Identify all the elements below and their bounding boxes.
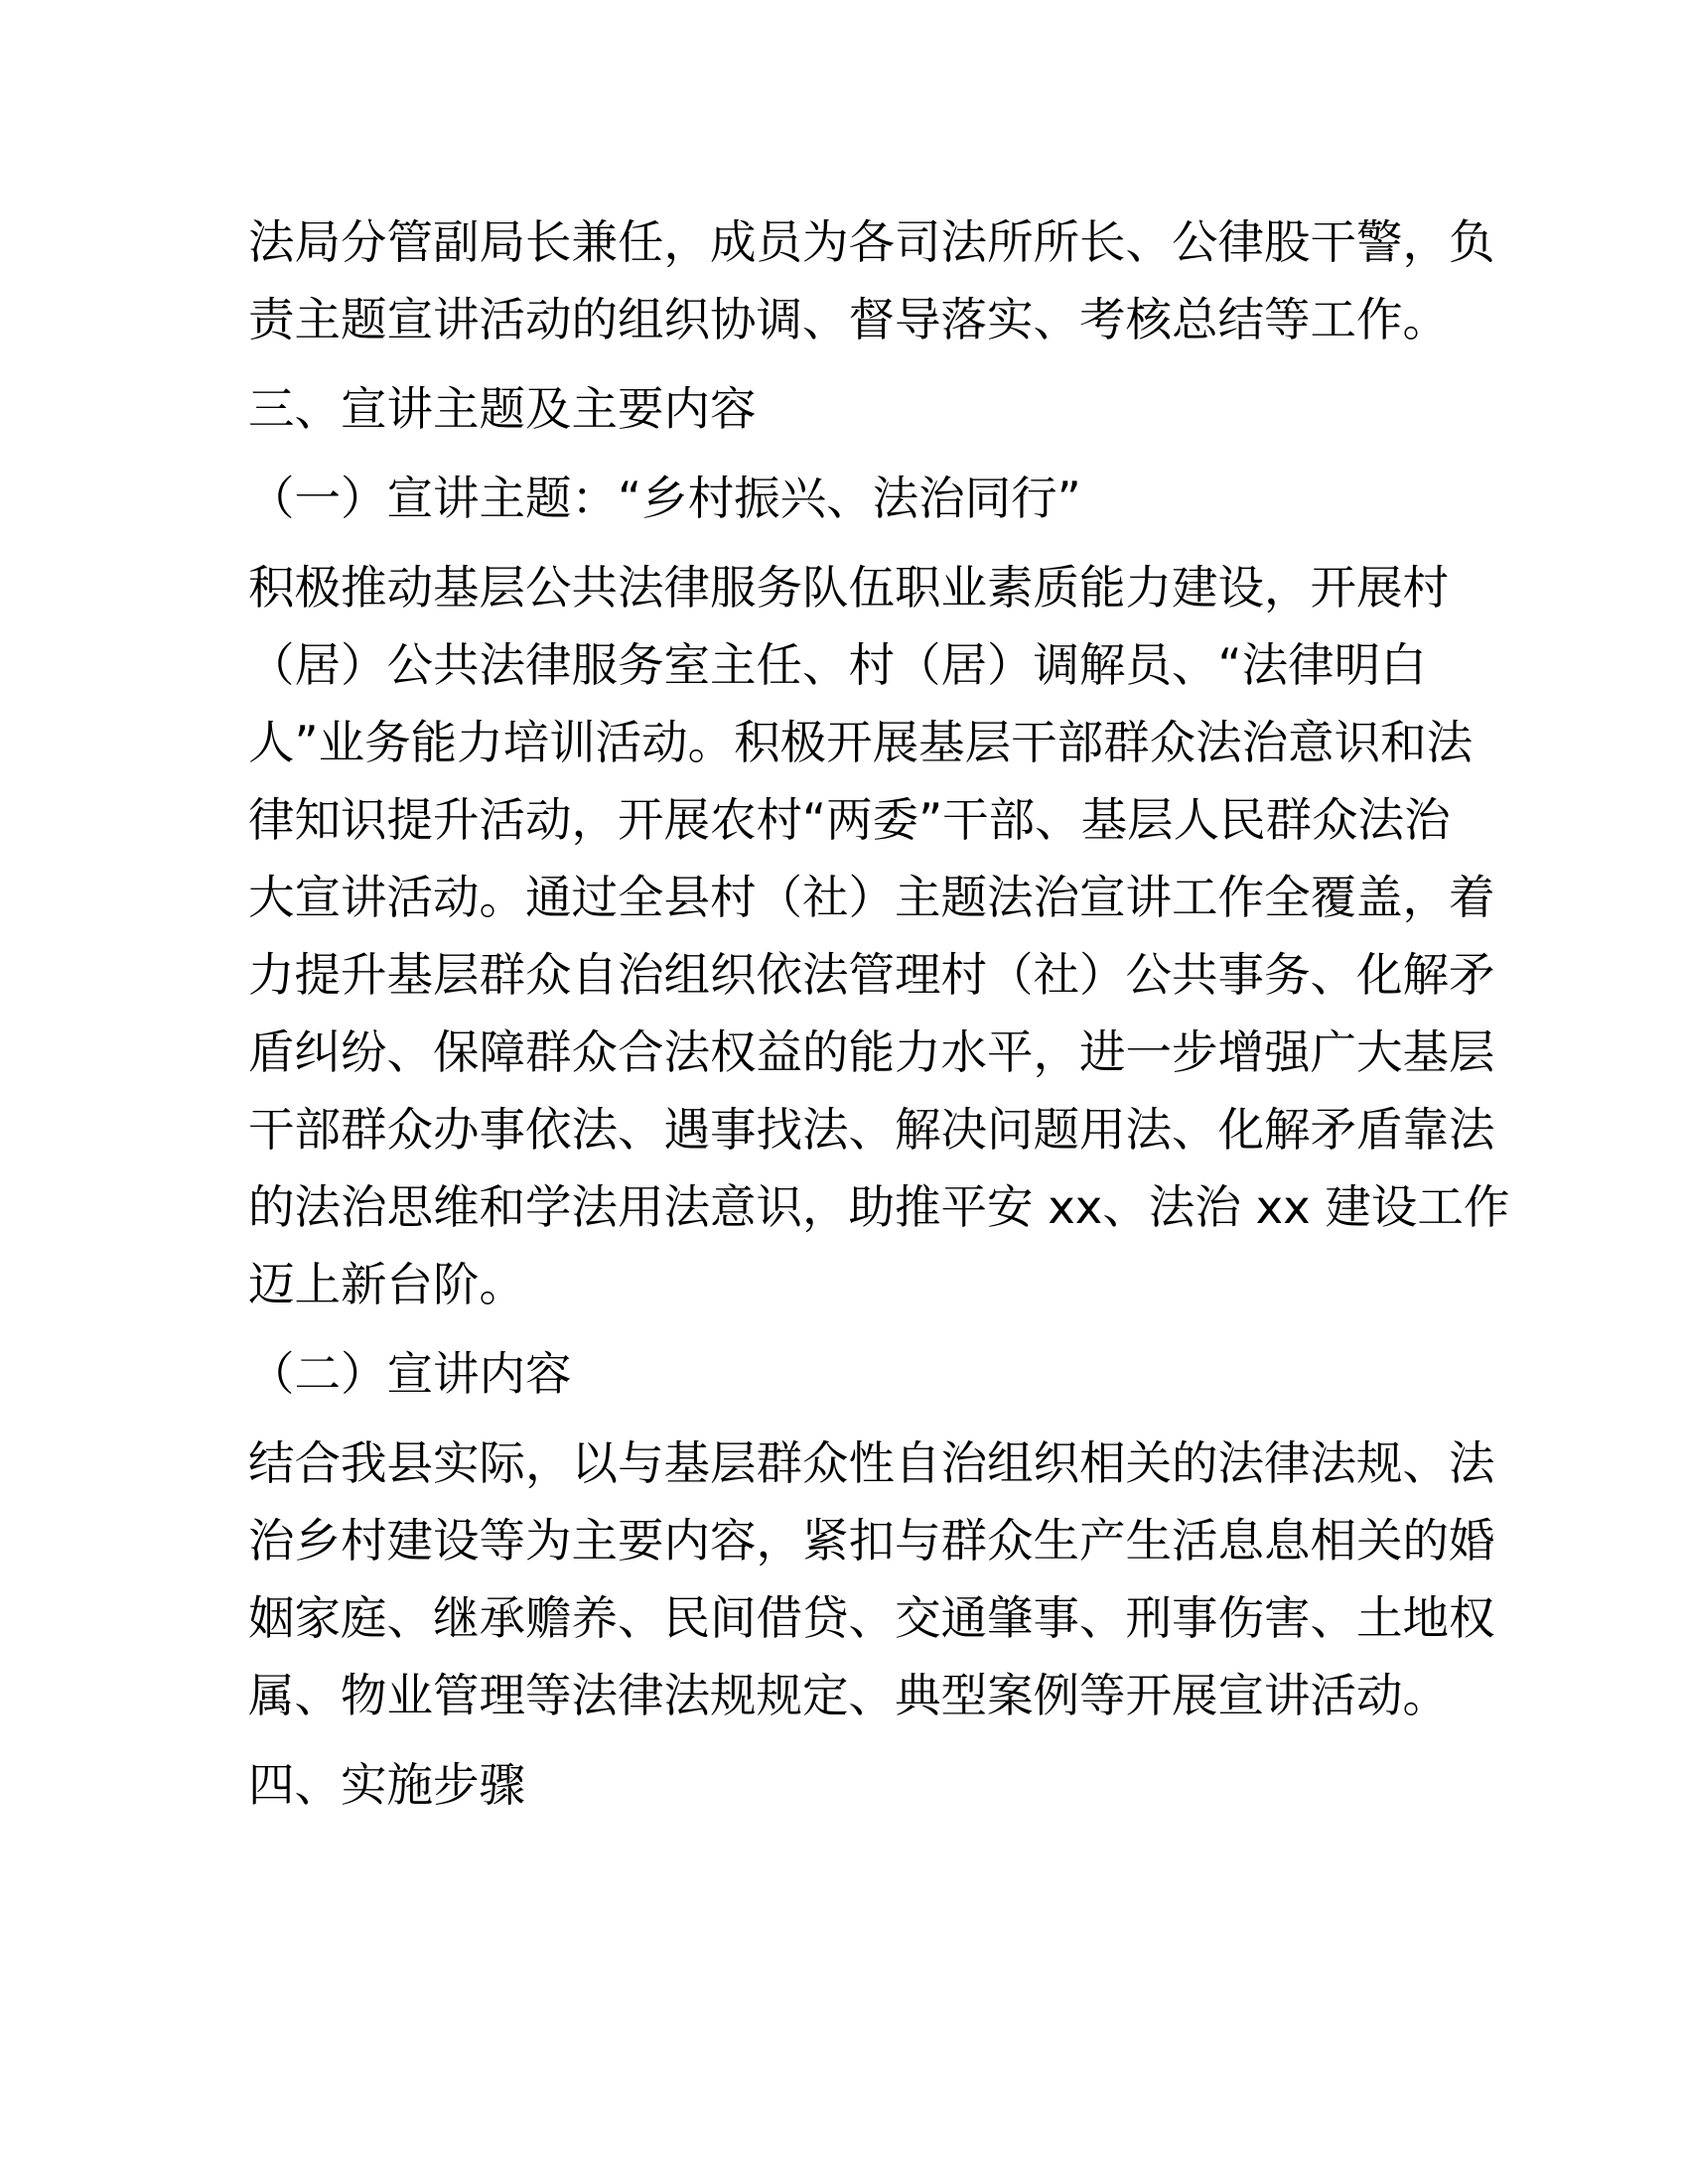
document-page	[248, 204, 1510, 1824]
text-line: 大宣讲活动。通过全县村（社）主题法治宣讲工作全覆盖，着	[248, 871, 1495, 924]
text-line: 迈上新台阶。	[248, 1258, 525, 1311]
text-line: 治乡村建设等为主要内容，紧扣与群众生产生活息息相关的婚	[248, 1514, 1495, 1568]
text-line: （居）公共法律服务室主任、村（居）调解员、“法律明白	[248, 638, 1427, 692]
text-line: 责主题宣讲活动的组织协调、督导落实、考核总结等工作。	[248, 293, 1449, 346]
text-line: 人”业务能力培训活动。积极开展基层干部群众法治意识和法	[248, 716, 1474, 769]
text-line: 力提升基层群众自治组织依法管理村（社）公共事务、化解矛	[248, 948, 1495, 1002]
text-line: 的法治思维和学法用法意识，助推平安 xx、法治 xx 建设工作	[248, 1180, 1510, 1234]
text-line: 干部群众办事依法、遇事找法、解决问题用法、化解矛盾靠法	[248, 1103, 1495, 1157]
text-line: 盾纠纷、保障群众合法权益的能力水平，进一步增强广大基层	[248, 1025, 1495, 1079]
section-heading-4: 四、实施步骤	[248, 1758, 525, 1812]
paragraph-theme-body	[248, 549, 1510, 1323]
text-line: 积极推动基层公共法律服务队伍职业素质能力建设，开展村	[248, 561, 1449, 614]
text-line: 姻家庭、继承赡养、民间借贷、交通肇事、刑事伤害、土地权	[248, 1591, 1495, 1645]
paragraph-org-structure	[248, 204, 1495, 358]
subsection-heading-theme: （一）宣讲主题：“乡村振兴、法治同行”	[248, 472, 1081, 525]
text-line: 律知识提升活动，开展农村“两委”干部、基层人民群众法治	[248, 793, 1451, 847]
text-line: 结合我县实际，以与基层群众性自治组织相关的法律法规、法	[248, 1436, 1495, 1490]
text-line: 属、物业管理等法律法规规定、典型案例等开展宣讲活动。	[248, 1669, 1449, 1722]
subsection-heading-content: （二）宣讲内容	[248, 1347, 572, 1401]
text-line: 法局分管副局长兼任，成员为各司法所所长、公律股干警，负	[248, 215, 1495, 269]
paragraph-content-body	[248, 1425, 1495, 1734]
section-heading-3: 三、宣讲主题及主要内容	[248, 382, 757, 436]
